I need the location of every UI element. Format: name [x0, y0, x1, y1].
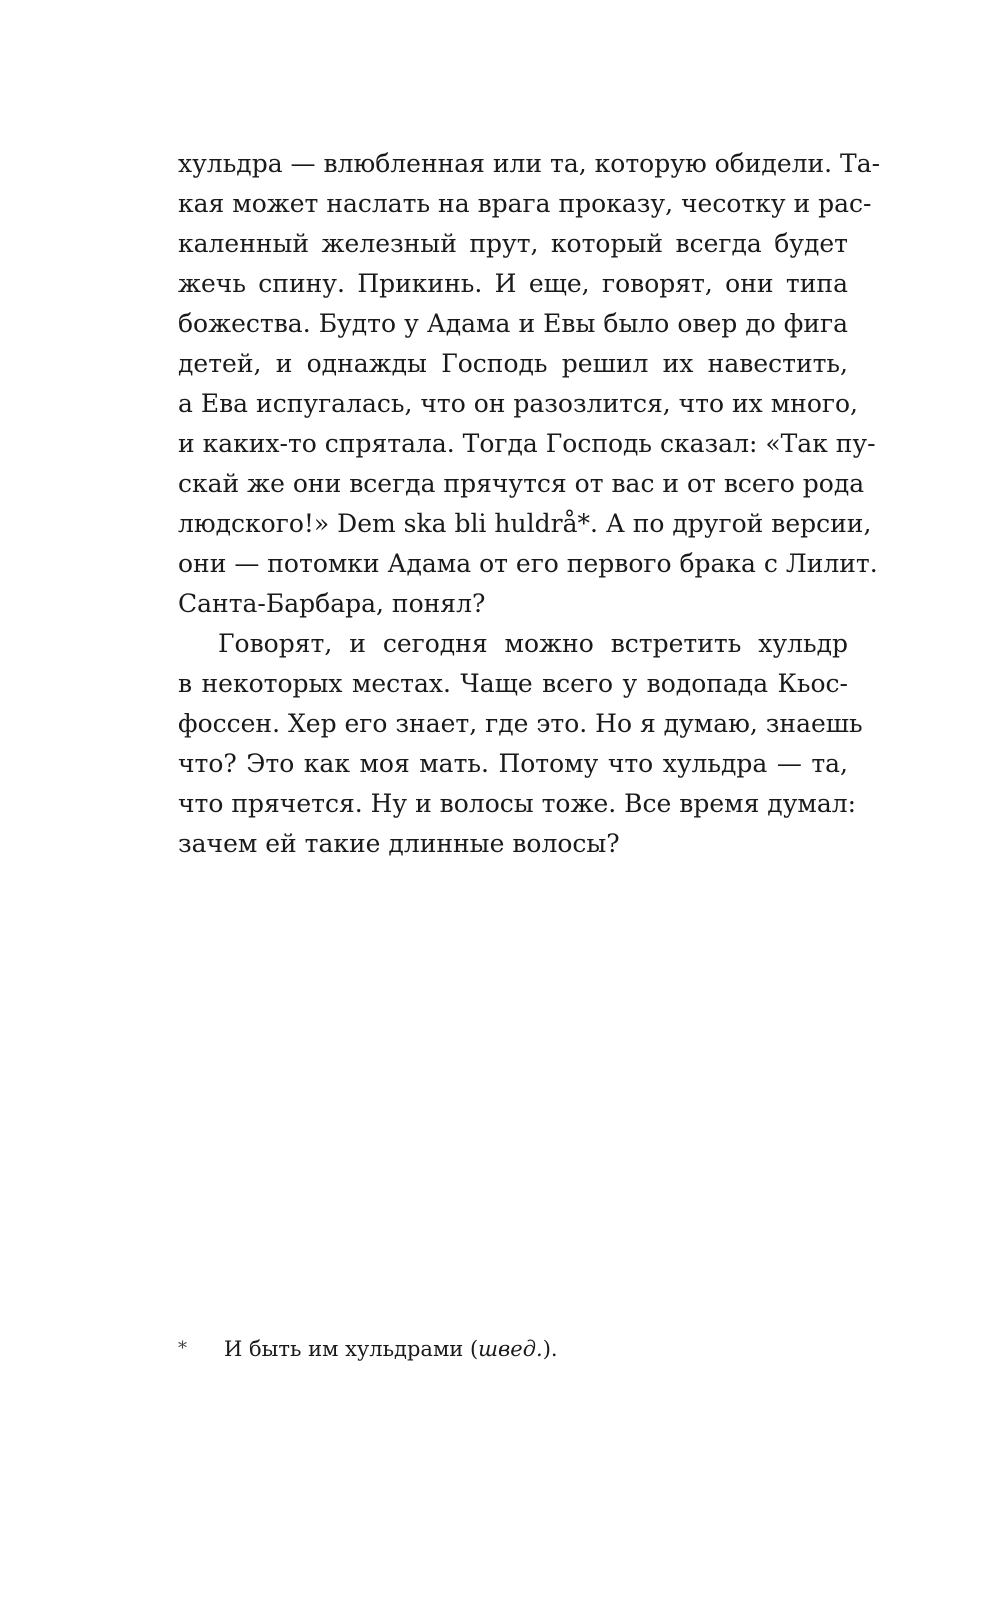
text-line: фоссен. Хер его знает, где это. Но я думаю, знаешь: [178, 709, 863, 738]
text-line: а Ева испугалась, что он разозлится, что их много,: [178, 389, 858, 418]
text-line: Санта-Барбара, понял?: [178, 589, 486, 618]
footnote-text-italic: швед.: [478, 1337, 543, 1361]
text-line: людского!» Dem ska bli huldrå*. А по другой версии,: [178, 509, 872, 538]
text-line: кая может наслать на врага проказу, чесотку и рас-: [178, 189, 872, 218]
text-line: зачем ей такие длинные волосы?: [178, 829, 620, 858]
text-line: Говорят, и сегодня можно встретить хульдр: [218, 629, 848, 658]
paragraph-2: [178, 624, 863, 864]
text-line: божества. Будто у Адама и Евы было овер до фига: [178, 309, 848, 338]
main-text: [178, 144, 881, 864]
text-line: детей, и однажды Господь решил их навестить,: [178, 349, 848, 378]
paragraph-1: [178, 144, 881, 624]
text-line: жечь спину. Прикинь. И еще, говорят, они типа: [178, 269, 848, 298]
footnote-text: [224, 1337, 558, 1361]
text-line: в некоторых местах. Чаще всего у водопада Кьос-: [178, 669, 848, 698]
text-line: они — потомки Адама от его первого брака с Лилит.: [178, 549, 878, 578]
text-line: хульдра — влюбленная или та, которую обидели. Та-: [178, 149, 881, 178]
text-line: каленный железный прут, который всегда будет: [178, 229, 848, 258]
footnote: [178, 1334, 848, 1364]
text-line: что? Это как моя мать. Потому что хульдра — та,: [178, 749, 848, 778]
text-line: что прячется. Ну и волосы тоже. Все время думал:: [178, 789, 857, 818]
footnote-mark: *: [178, 1338, 187, 1359]
text-line: скай же они всегда прячутся от вас и от всего рода: [178, 469, 865, 498]
footnote-text-before: И быть им хульдрами (: [224, 1337, 479, 1361]
footnote-text-after: ).: [542, 1337, 558, 1361]
text-line: и каких-то спрятала. Тогда Господь сказал: «Так пу-: [178, 429, 876, 458]
